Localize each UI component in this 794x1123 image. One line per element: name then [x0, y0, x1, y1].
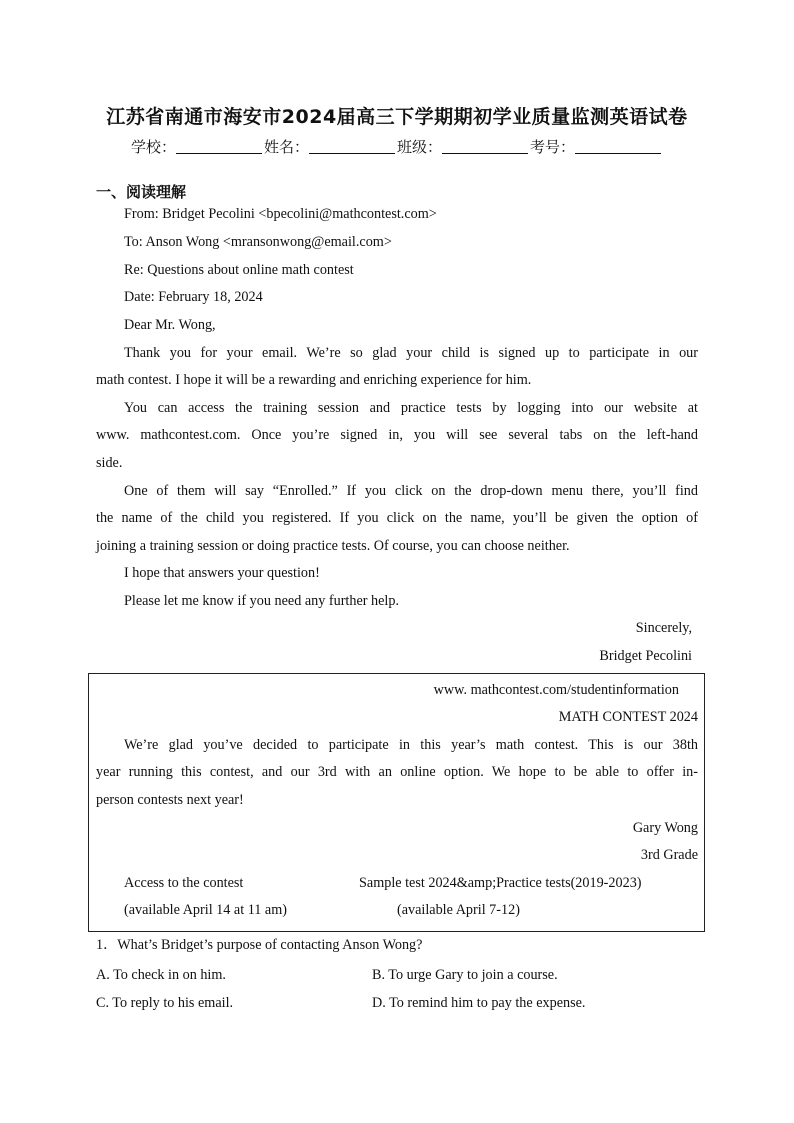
- email-paragraph-3-line-1: One of them will say “Enrolled.” If you click on the drop-down menu there, you’ll find: [124, 483, 698, 499]
- email-paragraph-3-line-2: the name of the child you registered. If you click on the name, you’ll be given the option of: [96, 510, 698, 526]
- email-paragraph-4: I hope that answers your question!: [124, 565, 320, 581]
- page-title: 江苏省南通市海安市2024届高三下学期期初学业质量监测英语试卷: [106, 106, 688, 128]
- webpage-body-line-2: year running this contest, and our 3rd with an online option. We hope to be able to offer in-: [96, 764, 698, 780]
- webpage-body-line-3: person contests next year!: [96, 792, 244, 808]
- number-label: 考号：: [530, 138, 576, 156]
- class-label: 班级：: [397, 138, 443, 156]
- webpage-student-name: Gary Wong: [632, 820, 698, 836]
- student-info-line: [0, 136, 794, 157]
- email-subject: Re: Questions about online math contest: [124, 262, 354, 278]
- email-paragraph-1-line-2: math contest. I hope it will be a rewarding and enriching experience for him.: [96, 372, 532, 388]
- class-blank: [442, 139, 528, 154]
- email-to: To: Anson Wong <mransonwong@email.com>: [124, 234, 392, 250]
- option-b[interactable]: B. To urge Gary to join a course.: [372, 967, 558, 983]
- webpage-url: www. mathcontest.com/studentinformation: [433, 682, 679, 698]
- option-c[interactable]: C. To reply to his email.: [96, 995, 234, 1011]
- sample-tests-availability: (available April 7-12): [397, 902, 520, 918]
- email-paragraph-2-line-1: You can access the training session and practice tests by logging into our website at: [124, 400, 698, 416]
- email-from: From: Bridget Pecolini <bpecolini@mathcontest.com>: [124, 206, 437, 222]
- name-blank: [309, 139, 395, 154]
- webpage-body-line-1: We’re glad you’ve decided to participate in this year’s math contest. This is our 38th: [124, 737, 698, 753]
- email-paragraph-2-line-3: side.: [96, 455, 123, 471]
- email-paragraph-3-line-3: joining a training session or doing practice tests. Of course, you can choose neither.: [96, 538, 570, 554]
- option-a[interactable]: A. To check in on him.: [96, 967, 226, 983]
- email-date: Date: February 18, 2024: [124, 289, 263, 305]
- access-contest-link[interactable]: Access to the contest: [124, 875, 244, 891]
- webpage-grade: 3rd Grade: [640, 847, 698, 863]
- name-label: 姓名：: [263, 138, 309, 156]
- email-greeting: Dear Mr. Wong,: [124, 317, 216, 333]
- email-paragraph-5: Please let me know if you need any further help.: [124, 593, 399, 609]
- sample-tests-link[interactable]: Sample test 2024&amp;Practice tests(2019-2023): [359, 875, 642, 891]
- access-contest-availability: (available April 14 at 11 am): [124, 902, 287, 918]
- school-label: 学校：: [130, 138, 176, 156]
- email-closing: Sincerely,: [635, 620, 692, 636]
- option-d[interactable]: D. To remind him to pay the expense.: [372, 995, 586, 1011]
- section-title: 一、阅读理解: [96, 183, 187, 201]
- school-blank: [176, 139, 262, 154]
- email-paragraph-2-line-2: www. mathcontest.com. Once you’re signed in, you will see several tabs on the left-hand: [96, 427, 698, 443]
- email-paragraph-1-line-1: Thank you for your email. We’re so glad your child is signed up to participate in our: [124, 345, 698, 361]
- question-stem: 1．What’s Bridget’s purpose of contacting Anson Wong?: [96, 937, 423, 953]
- number-blank: [575, 139, 661, 154]
- email-signature: Bridget Pecolini: [599, 648, 692, 664]
- webpage-heading: MATH CONTEST 2024: [558, 709, 698, 725]
